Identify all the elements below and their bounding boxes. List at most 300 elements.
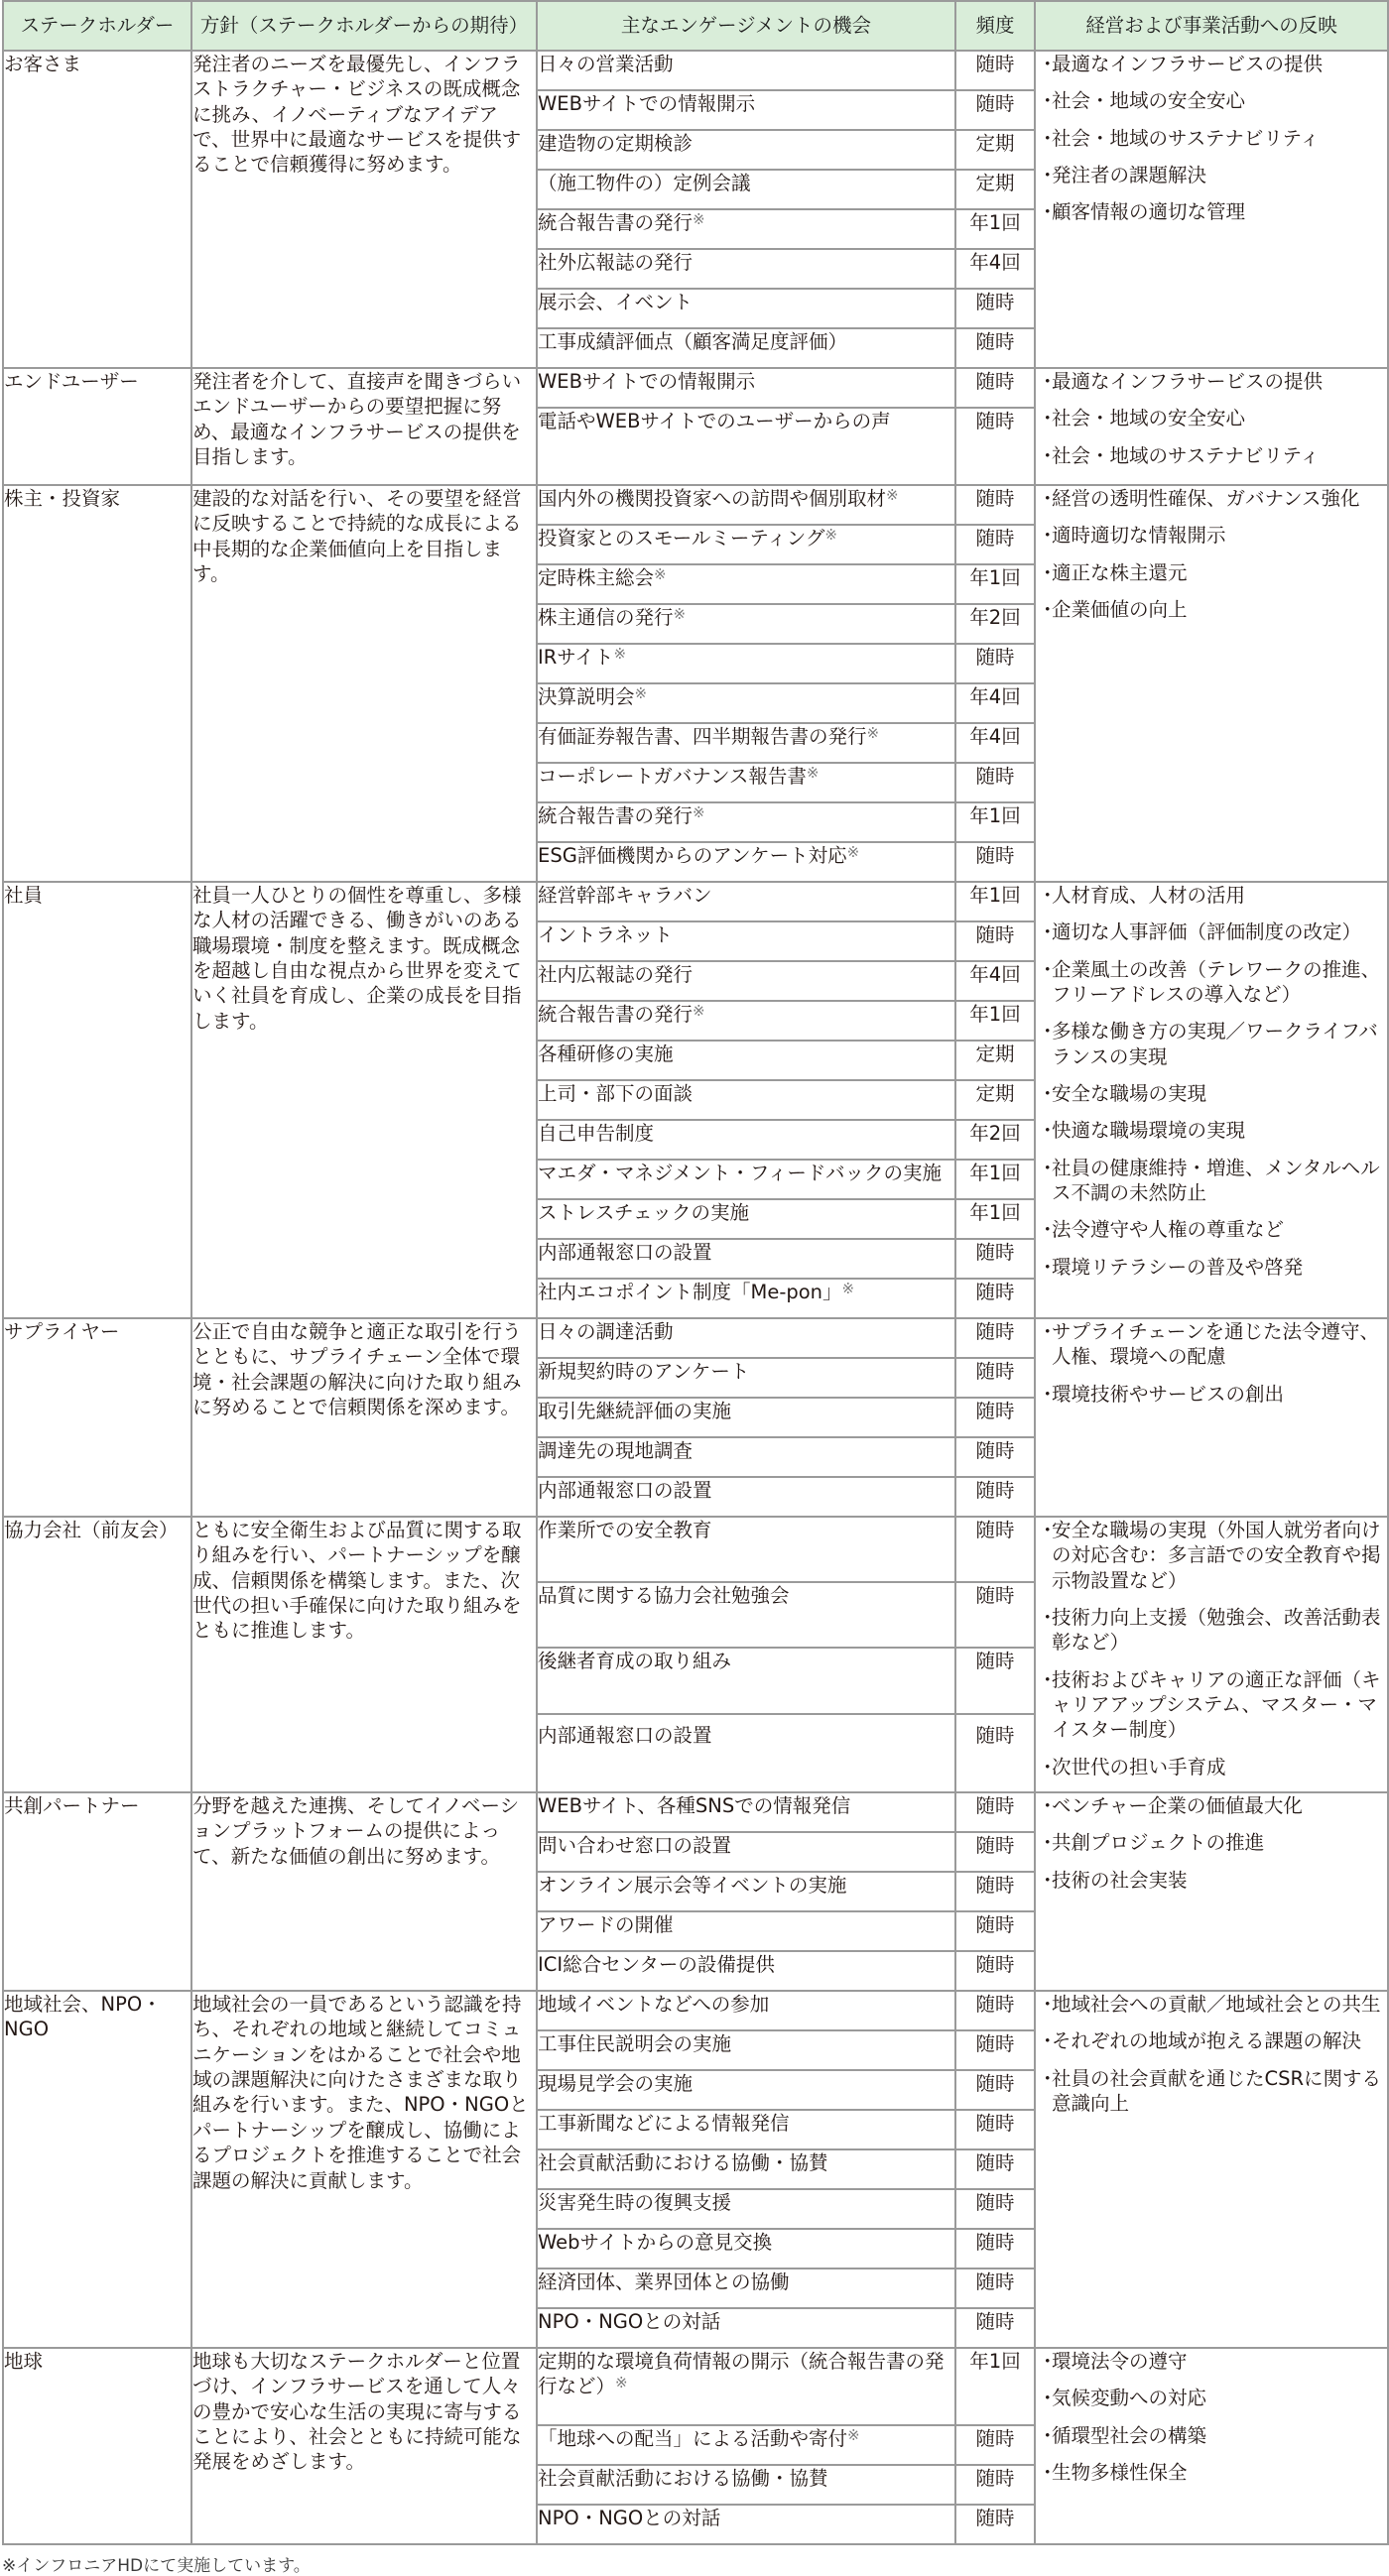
engagement-activity bbox=[537, 683, 955, 723]
business-reflection bbox=[1035, 1318, 1388, 1517]
engagement-activity bbox=[537, 1648, 955, 1713]
bullet-icon: ・ bbox=[1038, 598, 1058, 622]
engagement-frequency: 随時 bbox=[955, 1517, 1035, 1582]
list-item bbox=[1036, 597, 1387, 622]
reflection-list bbox=[1036, 1518, 1387, 1779]
activity-text: 取引先継続評価の実施 bbox=[538, 1400, 732, 1422]
bullet-icon: ・ bbox=[1038, 1667, 1058, 1691]
engagement-frequency: 随時 bbox=[955, 1911, 1035, 1951]
engagement-activity bbox=[537, 763, 955, 802]
bullet-icon: ・ bbox=[1038, 487, 1058, 510]
list-item bbox=[1036, 1755, 1387, 1779]
activity-text: 内部通報窓口の設置 bbox=[538, 1241, 712, 1264]
activity-footnote-mark: ※ bbox=[846, 843, 860, 861]
list-item bbox=[1036, 920, 1387, 944]
engagement-frequency: 年1回 bbox=[955, 2348, 1035, 2425]
list-item bbox=[1036, 957, 1387, 1008]
engagement-activity bbox=[537, 485, 955, 525]
engagement-activity bbox=[537, 842, 955, 882]
engagement-activity bbox=[537, 130, 955, 170]
engagement-frequency: 年4回 bbox=[955, 249, 1035, 289]
table-row bbox=[3, 1991, 1388, 2030]
activity-text: 株主通信の発行 bbox=[538, 606, 674, 629]
reflection-text: 適時適切な情報開示 bbox=[1052, 524, 1226, 548]
activity-text: 地域イベントなどへの参加 bbox=[538, 1993, 770, 2017]
list-item bbox=[1036, 1605, 1387, 1656]
list-item bbox=[1036, 1156, 1387, 1206]
list-item bbox=[1036, 126, 1387, 151]
bullet-icon: ・ bbox=[1038, 1993, 1058, 2017]
activity-footnote-mark: ※ bbox=[693, 803, 705, 821]
engagement-activity bbox=[537, 408, 955, 485]
list-item bbox=[1036, 1255, 1387, 1280]
list-item bbox=[1036, 523, 1387, 548]
activity-text: NPO・NGOとの対話 bbox=[538, 2507, 721, 2530]
activity-text: 社内広報誌の発行 bbox=[538, 963, 694, 986]
activity-text: 定期的な環境負荷情報の開示（統合報告書の発行など） bbox=[538, 2350, 945, 2398]
reflection-text: 安全な職場の実現（外国人就労者向けの対応含む：多言語での安全教育や掲示物設置など） bbox=[1052, 1519, 1381, 1592]
engagement-activity bbox=[537, 1832, 955, 1872]
list-item bbox=[1036, 2349, 1387, 2374]
bullet-icon: ・ bbox=[1038, 1831, 1058, 1855]
list-item bbox=[1036, 883, 1387, 908]
bullet-icon: ・ bbox=[1038, 126, 1058, 150]
engagement-activity bbox=[537, 2425, 955, 2465]
header-policy: 方針（ステークホルダーからの期待） bbox=[191, 1, 537, 51]
engagement-activity bbox=[537, 90, 955, 130]
engagement-activity bbox=[537, 604, 955, 644]
reflection-text: 循環型社会の構築 bbox=[1052, 2423, 1207, 2447]
engagement-frequency: 年2回 bbox=[955, 1120, 1035, 1160]
table-row bbox=[3, 51, 1388, 90]
engagement-activity bbox=[537, 2308, 955, 2348]
engagement-activity bbox=[537, 1160, 955, 1199]
activity-text: 工事成績評価点（顧客満足度評価） bbox=[538, 330, 848, 353]
activity-text: ストレスチェックの実施 bbox=[538, 1201, 749, 1224]
activity-text: 内部通報窓口の設置 bbox=[538, 1479, 712, 1502]
reflection-list bbox=[1036, 1992, 1387, 2116]
activity-footnote-mark: ※ bbox=[806, 764, 820, 782]
stakeholder-name: お客さま bbox=[3, 51, 191, 368]
activity-footnote-mark: ※ bbox=[673, 605, 687, 623]
engagement-frequency: 随時 bbox=[955, 1358, 1035, 1398]
list-item bbox=[1036, 1382, 1387, 1407]
list-item bbox=[1036, 443, 1387, 468]
footnote: ※インフロニアHDにて実施しています。 bbox=[2, 2556, 311, 2576]
list-item bbox=[1036, 1518, 1387, 1593]
activity-text: WEBサイトでの情報開示 bbox=[538, 92, 756, 115]
engagement-frequency: 随時 bbox=[955, 1951, 1035, 1991]
engagement-activity bbox=[537, 1001, 955, 1041]
engagement-frequency: 随時 bbox=[955, 2110, 1035, 2149]
engagement-activity bbox=[537, 1991, 955, 2030]
stakeholder-policy: 地球も大切なステークホルダーと位置づけ、インフラサービスを通して人々の豊かで安心な生活の実現に寄与することにより、社会とともに持続可能な発展をめざします。 bbox=[191, 2348, 537, 2544]
activity-text: 工事住民説明会の実施 bbox=[538, 2032, 732, 2056]
list-item bbox=[1036, 406, 1387, 430]
reflection-text: 企業風土の改善（テレワークの推進、フリーアドレスの導入など） bbox=[1052, 957, 1381, 1007]
activity-text: 内部通報窓口の設置 bbox=[538, 1723, 712, 1747]
list-item bbox=[1036, 369, 1387, 394]
activity-text: 投資家とのスモールミーティング bbox=[538, 527, 825, 550]
engagement-activity bbox=[537, 289, 955, 328]
bullet-icon: ・ bbox=[1038, 2350, 1058, 2374]
engagement-activity bbox=[537, 2229, 955, 2269]
stakeholder-policy: 建設的な対話を行い、その要望を経営に反映することで持続的な成長による中長期的な企業価値向上を目指します。 bbox=[191, 485, 537, 882]
reflection-text: 社会・地域のサステナビリティ bbox=[1052, 126, 1320, 150]
engagement-activity bbox=[537, 368, 955, 408]
engagement-frequency: 定期 bbox=[955, 170, 1035, 209]
list-item bbox=[1036, 2460, 1387, 2485]
list-item bbox=[1036, 1667, 1387, 1743]
bullet-icon: ・ bbox=[1038, 1119, 1058, 1143]
activity-text: アワードの開催 bbox=[538, 1913, 674, 1937]
reflection-text: 技術の社会実装 bbox=[1052, 1868, 1188, 1892]
table-row bbox=[3, 485, 1388, 525]
reflection-text: 社会・地域の安全安心 bbox=[1052, 407, 1246, 430]
bullet-icon: ・ bbox=[1038, 1755, 1058, 1779]
activity-footnote-mark: ※ bbox=[886, 486, 899, 504]
activity-footnote-mark: ※ bbox=[847, 2426, 860, 2445]
engagement-frequency: 定期 bbox=[955, 1080, 1035, 1120]
engagement-activity bbox=[537, 328, 955, 368]
stakeholder-name: 株主・投資家 bbox=[3, 485, 191, 882]
bullet-icon: ・ bbox=[1038, 560, 1058, 584]
business-reflection bbox=[1035, 1517, 1388, 1792]
activity-text: 社内エコポイント制度「Me-pon」 bbox=[538, 1281, 842, 1303]
engagement-frequency: 随時 bbox=[955, 289, 1035, 328]
reflection-list bbox=[1036, 1793, 1387, 1893]
bullet-icon: ・ bbox=[1038, 1868, 1058, 1892]
reflection-text: 経営の透明性確保、ガバナンス強化 bbox=[1052, 487, 1360, 510]
bullet-icon: ・ bbox=[1038, 1794, 1058, 1818]
activity-footnote-mark: ※ bbox=[841, 1280, 855, 1297]
engagement-frequency: 随時 bbox=[955, 1648, 1035, 1713]
bullet-icon: ・ bbox=[1038, 2029, 1058, 2053]
engagement-activity bbox=[537, 249, 955, 289]
engagement-activity bbox=[537, 1120, 955, 1160]
activity-text: 経済団体、業界団体との協働 bbox=[538, 2270, 790, 2294]
activity-text: NPO・NGOとの対話 bbox=[538, 2310, 721, 2334]
activity-text: 問い合わせ窓口の設置 bbox=[538, 1834, 732, 1858]
bullet-icon: ・ bbox=[1038, 1606, 1058, 1630]
engagement-frequency: 年4回 bbox=[955, 723, 1035, 763]
bullet-icon: ・ bbox=[1038, 2066, 1058, 2090]
business-reflection bbox=[1035, 2348, 1388, 2544]
engagement-activity bbox=[537, 2465, 955, 2505]
table-body bbox=[3, 51, 1388, 2544]
engagement-activity bbox=[537, 1477, 955, 1517]
engagement-activity bbox=[537, 2189, 955, 2229]
engagement-activity bbox=[537, 1080, 955, 1120]
business-reflection bbox=[1035, 882, 1388, 1318]
reflection-text: それぞれの地域が抱える課題の解決 bbox=[1052, 2029, 1362, 2053]
activity-text: 統合報告書の発行 bbox=[538, 804, 694, 827]
reflection-text: 社会・地域の安全安心 bbox=[1052, 89, 1246, 113]
reflection-text: 快適な職場環境の実現 bbox=[1052, 1119, 1246, 1143]
engagement-activity bbox=[537, 644, 955, 683]
engagement-frequency: 年1回 bbox=[955, 209, 1035, 249]
reflection-text: 最適なインフラサービスの提供 bbox=[1052, 53, 1324, 75]
activity-text: ICI総合センターの設備提供 bbox=[538, 1953, 775, 1977]
reflection-text: サプライチェーンを通じた法令遵守、人権、環境への配慮 bbox=[1052, 1320, 1379, 1369]
stakeholder-policy: 分野を越えた連携、そしてイノベーションプラットフォームの提供によって、新たな価値の創出に努めます。 bbox=[191, 1792, 537, 1991]
engagement-activity bbox=[537, 1318, 955, 1358]
bullet-icon: ・ bbox=[1038, 89, 1058, 113]
reflection-text: 地域社会への貢献／地域社会との共生 bbox=[1052, 1993, 1381, 2017]
reflection-text: 適切な人事評価（評価制度の改定） bbox=[1052, 920, 1362, 944]
engagement-activity bbox=[537, 2030, 955, 2070]
engagement-frequency: 随時 bbox=[955, 90, 1035, 130]
activity-text: 新規契約時のアンケート bbox=[538, 1360, 750, 1383]
engagement-frequency: 随時 bbox=[955, 2070, 1035, 2110]
engagement-frequency: 随時 bbox=[955, 1279, 1035, 1318]
activity-text: 調達先の現地調査 bbox=[538, 1439, 694, 1462]
engagement-activity bbox=[537, 2269, 955, 2308]
table-header-row bbox=[3, 1, 1388, 51]
engagement-activity bbox=[537, 564, 955, 604]
stakeholder-name: エンドユーザー bbox=[3, 368, 191, 485]
bullet-icon: ・ bbox=[1038, 200, 1058, 224]
stakeholder-name: サプライヤー bbox=[3, 1318, 191, 1517]
reflection-list bbox=[1036, 2349, 1387, 2485]
list-item bbox=[1036, 1793, 1387, 1818]
stakeholder-name: 共創パートナー bbox=[3, 1792, 191, 1991]
stakeholder-name: 地球 bbox=[3, 2348, 191, 2544]
header-stakeholder: ステークホルダー bbox=[3, 1, 191, 51]
stakeholder-policy: 発注者のニーズを最優先し、インフラストラクチャー・ビジネスの既成概念に挑み、イノベーティブなアイデアで、世界中に最適なサービスを提供することで信頼獲得に努めます。 bbox=[191, 51, 537, 368]
engagement-activity bbox=[537, 1041, 955, 1080]
list-item bbox=[1036, 1868, 1387, 1893]
engagement-frequency: 随時 bbox=[955, 1239, 1035, 1279]
engagement-activity bbox=[537, 1398, 955, 1437]
bullet-icon: ・ bbox=[1038, 2461, 1058, 2485]
header-reflection: 経営および事業活動への反映 bbox=[1035, 1, 1388, 51]
bullet-icon: ・ bbox=[1038, 1382, 1058, 1406]
stakeholder-name: 地域社会、NPO・NGO bbox=[3, 1991, 191, 2348]
activity-footnote-mark: ※ bbox=[693, 1002, 705, 1020]
engagement-frequency: 随時 bbox=[955, 368, 1035, 408]
engagement-frequency: 年1回 bbox=[955, 564, 1035, 604]
activity-text: 定時株主総会 bbox=[538, 566, 655, 589]
engagement-frequency: 随時 bbox=[955, 51, 1035, 90]
list-item bbox=[1036, 1118, 1387, 1143]
engagement-frequency: 随時 bbox=[955, 644, 1035, 683]
reflection-list bbox=[1036, 52, 1387, 225]
engagement-frequency: 随時 bbox=[955, 328, 1035, 368]
engagement-frequency: 年4回 bbox=[955, 683, 1035, 723]
engagement-frequency: 随時 bbox=[955, 1437, 1035, 1477]
engagement-activity bbox=[537, 1437, 955, 1477]
bullet-icon: ・ bbox=[1038, 957, 1058, 981]
list-item bbox=[1036, 1217, 1387, 1242]
list-item bbox=[1036, 1830, 1387, 1855]
reflection-text: 適正な株主還元 bbox=[1052, 560, 1188, 584]
activity-text: 作業所での安全教育 bbox=[538, 1519, 712, 1541]
reflection-text: 技術およびキャリアの適正な評価（キャリアアップシステム、マスター・マイスター制度） bbox=[1052, 1667, 1381, 1742]
activity-text: 国内外の機関投資家への訪問や個別取材 bbox=[538, 487, 887, 510]
activity-footnote-mark: ※ bbox=[866, 724, 880, 742]
activity-text: WEBサイトでの情報開示 bbox=[538, 370, 756, 393]
list-item bbox=[1036, 1319, 1387, 1370]
engagement-frequency: 随時 bbox=[955, 2465, 1035, 2505]
activity-text: 災害発生時の復興支援 bbox=[538, 2191, 732, 2215]
engagement-frequency: 年1回 bbox=[955, 882, 1035, 921]
bullet-icon: ・ bbox=[1038, 1320, 1058, 1343]
activity-text: コーポレートガバナンス報告書 bbox=[538, 765, 807, 788]
engagement-activity bbox=[537, 1199, 955, 1239]
stakeholder-policy: 地域社会の一員であるという認識を持ち、それぞれの地域と継続してコミュニケーションをはかることで社会や地域の課題解決に向けたさまざまな取り組みを行います。また、NPO・NGOとパートナーシップを醸成し、協働によるプロジェクトを推進することで社会課題の解決に貢献します。 bbox=[191, 1991, 537, 2348]
bullet-icon: ・ bbox=[1038, 1519, 1058, 1541]
activity-text: 展示会、イベント bbox=[538, 291, 694, 313]
engagement-activity bbox=[537, 921, 955, 961]
reflection-text: 環境リテラシーの普及や啓発 bbox=[1052, 1255, 1304, 1279]
reflection-text: 多様な働き方の実現／ワークライフバランスの実現 bbox=[1052, 1020, 1378, 1068]
engagement-activity bbox=[537, 882, 955, 921]
business-reflection bbox=[1035, 485, 1388, 882]
engagement-frequency: 年1回 bbox=[955, 1199, 1035, 1239]
table-row bbox=[3, 1318, 1388, 1358]
activity-text: ESG評価機関からのアンケート対応 bbox=[538, 844, 847, 867]
reflection-text: 生物多様性保全 bbox=[1052, 2461, 1188, 2485]
list-item bbox=[1036, 1019, 1387, 1069]
activity-footnote-mark: ※ bbox=[824, 526, 837, 544]
activity-text: イントラネット bbox=[538, 923, 673, 946]
engagement-frequency: 定期 bbox=[955, 1041, 1035, 1080]
engagement-activity bbox=[537, 51, 955, 90]
engagement-frequency: 随時 bbox=[955, 2030, 1035, 2070]
activity-text: 上司・部下の面談 bbox=[538, 1082, 694, 1105]
engagement-frequency: 随時 bbox=[955, 2425, 1035, 2465]
engagement-frequency: 年2回 bbox=[955, 604, 1035, 644]
bullet-icon: ・ bbox=[1038, 1218, 1058, 1242]
engagement-activity bbox=[537, 2070, 955, 2110]
engagement-frequency: 随時 bbox=[955, 921, 1035, 961]
reflection-list bbox=[1036, 486, 1387, 622]
list-item bbox=[1036, 2423, 1387, 2448]
engagement-frequency: 随時 bbox=[955, 1318, 1035, 1358]
engagement-frequency: 年1回 bbox=[955, 802, 1035, 842]
table-row bbox=[3, 1517, 1388, 1582]
stakeholder-policy: 公正で自由な競争と適正な取引を行うとともに、サプライチェーン全体で環境・社会課題の解決に向けた取り組みに努めることで信頼関係を深めます。 bbox=[191, 1318, 537, 1517]
activity-text: 現場見学会の実施 bbox=[538, 2072, 694, 2096]
list-item bbox=[1036, 52, 1387, 76]
bullet-icon: ・ bbox=[1038, 884, 1058, 907]
stakeholder-name: 社員 bbox=[3, 882, 191, 1318]
reflection-list bbox=[1036, 883, 1387, 1280]
activity-text: マエダ・マネジメント・フィードバックの実施 bbox=[538, 1162, 942, 1184]
activity-text: 「地球への配当」による活動や寄付 bbox=[538, 2427, 848, 2451]
engagement-frequency: 随時 bbox=[955, 1832, 1035, 1872]
engagement-activity bbox=[537, 170, 955, 209]
bullet-icon: ・ bbox=[1038, 1156, 1058, 1179]
bullet-icon: ・ bbox=[1038, 1020, 1058, 1043]
activity-text: Webサイトからの意見交換 bbox=[538, 2231, 773, 2255]
activity-text: 決算説明会 bbox=[538, 685, 635, 708]
activity-text: 統合報告書の発行 bbox=[538, 211, 694, 234]
activity-text: オンライン展示会等イベントの実施 bbox=[538, 1874, 847, 1898]
activity-text: 日々の調達活動 bbox=[538, 1320, 674, 1343]
activity-footnote-mark: ※ bbox=[613, 645, 627, 663]
list-item bbox=[1036, 2386, 1387, 2410]
bullet-icon: ・ bbox=[1038, 1255, 1058, 1279]
engagement-activity bbox=[537, 1239, 955, 1279]
stakeholder-name: 協力会社（前友会） bbox=[3, 1517, 191, 1792]
bullet-icon: ・ bbox=[1038, 53, 1058, 75]
business-reflection bbox=[1035, 51, 1388, 368]
engagement-activity bbox=[537, 1517, 955, 1582]
bullet-icon: ・ bbox=[1038, 164, 1058, 187]
business-reflection bbox=[1035, 1991, 1388, 2348]
engagement-frequency: 随時 bbox=[955, 1398, 1035, 1437]
engagement-frequency: 随時 bbox=[955, 1477, 1035, 1517]
stakeholder-policy: 発注者を介して、直接声を聞きづらいエンドユーザーからの要望把握に努め、最適なインフラサービスの提供を目指します。 bbox=[191, 368, 537, 485]
list-item bbox=[1036, 2028, 1387, 2053]
list-item bbox=[1036, 486, 1387, 511]
reflection-text: 法令遵守や人権の尊重など bbox=[1052, 1218, 1285, 1242]
activity-footnote-mark: ※ bbox=[654, 565, 667, 583]
list-item bbox=[1036, 199, 1387, 224]
reflection-text: 社員の健康維持・増進、メンタルヘルス不調の未然防止 bbox=[1052, 1156, 1380, 1205]
activity-text: WEBサイト、各種SNSでの情報発信 bbox=[538, 1794, 851, 1818]
activity-text: 電話やWEBサイトでのユーザーからの声 bbox=[538, 410, 891, 432]
reflection-text: 発注者の課題解決 bbox=[1052, 164, 1207, 187]
stakeholder-table bbox=[2, 0, 1389, 2545]
reflection-text: 企業価値の向上 bbox=[1052, 598, 1188, 622]
activity-text: 経営幹部キャラバン bbox=[538, 884, 712, 907]
activity-footnote-mark: ※ bbox=[693, 210, 705, 228]
reflection-text: 次世代の担い手育成 bbox=[1052, 1755, 1226, 1779]
activity-text: 各種研修の実施 bbox=[538, 1043, 674, 1065]
activity-text: 統合報告書の発行 bbox=[538, 1003, 694, 1026]
activity-text: 社会貢献活動における協働・協賛 bbox=[538, 2467, 828, 2491]
bullet-icon: ・ bbox=[1038, 2387, 1058, 2410]
engagement-activity bbox=[537, 209, 955, 249]
reflection-text: 環境法令の遵守 bbox=[1052, 2350, 1188, 2374]
reflection-text: 環境技術やサービスの創出 bbox=[1052, 1382, 1285, 1406]
engagement-frequency: 随時 bbox=[955, 408, 1035, 485]
reflection-text: 気候変動への対応 bbox=[1052, 2387, 1207, 2410]
business-reflection bbox=[1035, 368, 1388, 485]
reflection-text: 技術力向上支援（勉強会、改善活動表彰など） bbox=[1052, 1606, 1381, 1655]
table-row bbox=[3, 1792, 1388, 1832]
reflection-text: 人材育成、人材の活用 bbox=[1052, 884, 1246, 907]
engagement-activity bbox=[537, 802, 955, 842]
stakeholder-policy: ともに安全衛生および品質に関する取り組みを行い、パートナーシップを醸成、信頼関係を構築します。また、次世代の担い手確保に向けた取り組みをともに推進します。 bbox=[191, 1517, 537, 1792]
engagement-activity bbox=[537, 1792, 955, 1832]
engagement-frequency: 随時 bbox=[955, 2269, 1035, 2308]
reflection-text: ベンチャー企業の価値最大化 bbox=[1052, 1794, 1303, 1818]
activity-footnote-mark: ※ bbox=[634, 684, 648, 702]
engagement-activity bbox=[537, 1951, 955, 1991]
activity-text: 日々の営業活動 bbox=[538, 53, 674, 75]
header-frequency: 頻度 bbox=[955, 1, 1035, 51]
header-activities: 主なエンゲージメントの機会 bbox=[537, 1, 955, 51]
engagement-frequency: 随時 bbox=[955, 2149, 1035, 2189]
engagement-frequency: 随時 bbox=[955, 1872, 1035, 1911]
engagement-frequency: 随時 bbox=[955, 1991, 1035, 2030]
stakeholder-policy: 社員一人ひとりの個性を尊重し、多様な人材の活躍できる、働きがいのある職場環境・制度を整えます。既成概念を超越し自由な視点から世界を変えていく社員を育成し、企業の成長を目指します。 bbox=[191, 882, 537, 1318]
table-row bbox=[3, 368, 1388, 408]
engagement-frequency: 年1回 bbox=[955, 1160, 1035, 1199]
engagement-activity bbox=[537, 525, 955, 564]
engagement-frequency: 随時 bbox=[955, 1714, 1035, 1792]
engagement-frequency: 随時 bbox=[955, 2308, 1035, 2348]
engagement-frequency: 年4回 bbox=[955, 961, 1035, 1001]
business-reflection bbox=[1035, 1792, 1388, 1991]
bullet-icon: ・ bbox=[1038, 2423, 1058, 2447]
engagement-activity bbox=[537, 723, 955, 763]
engagement-activity bbox=[537, 2505, 955, 2544]
